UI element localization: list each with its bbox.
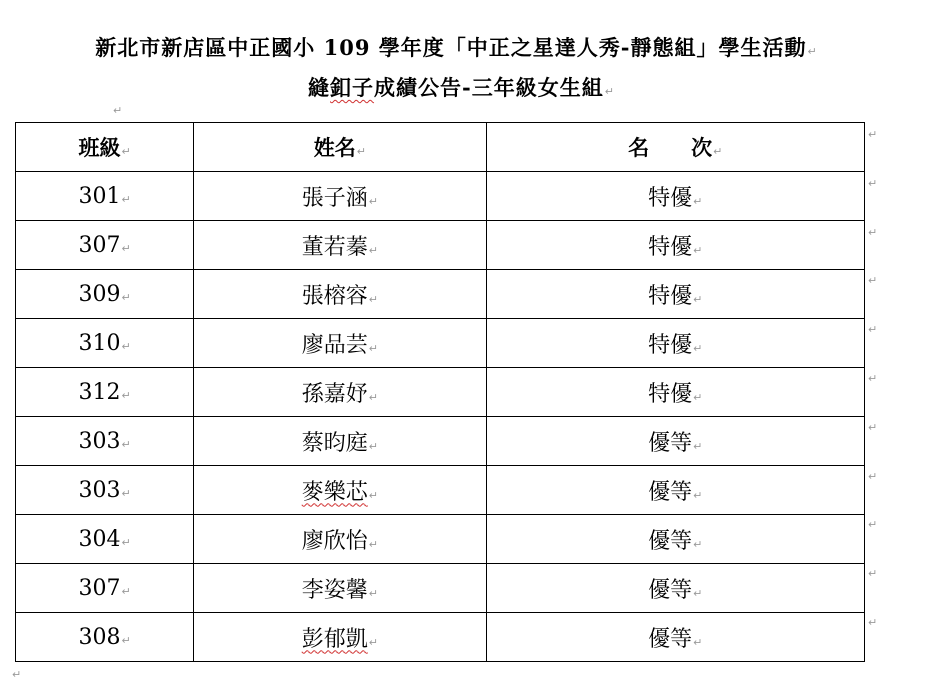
cell-class [16,221,194,270]
table-row [16,564,865,613]
paragraph-mark-icon: ↵ [693,488,703,502]
paragraph-mark-icon: ↵ [713,145,723,158]
paragraph-mark-icon: ↵ [121,339,131,353]
paragraph-mark-icon: ↵ [368,586,378,600]
cell-rank [486,466,864,515]
cell-rank-text: 特優 [648,234,693,260]
paragraph-mark-icon: ↵ [693,194,703,208]
cell-class [16,613,194,662]
cell-name-text: 麥樂芯 [301,479,368,505]
cell-name-text: 張子涵 [301,185,368,211]
cell-class [16,368,194,417]
cell-rank-text: 特優 [648,185,693,211]
paragraph-mark-icon: ↵ [121,192,131,206]
cell-rank-text: 優等 [648,479,693,505]
paragraph-mark-icon: ↵ [121,486,131,500]
paragraph-mark-icon: ↵ [693,586,703,600]
table-row [16,515,865,564]
paragraph-mark-icon: ↵ [693,292,703,306]
table-row [16,368,865,417]
table-row [16,319,865,368]
cell-name-text: 廖品芸 [301,332,368,358]
title-line-2-pre: 縫 [308,75,331,100]
title-line-1-text: 新北市新店區中正國小 109 學年度「中正之星達人秀-靜態組」學生活動 [95,35,807,60]
cell-name-text: 彭郁凱 [301,626,368,652]
cell-class-text: 307 [78,575,121,601]
paragraph-mark-icon: ↵ [693,635,703,649]
paragraph-mark-icon: ↵ [693,390,703,404]
paragraph-mark-icon: ↵ [693,439,703,453]
header-name-label: 姓名 [313,135,356,160]
paragraph-mark-icon: ↵ [368,439,378,453]
cell-name [194,270,486,319]
row-end-mark-icon: ↵ [868,323,878,337]
paragraph-mark-icon: ↵ [693,537,703,551]
cell-name [194,319,486,368]
row-end-mark-icon: ↵ [868,616,878,629]
paragraph-mark-icon: ↵ [121,290,131,304]
title-line-2-spellcheck-word: 釦子 [330,75,375,100]
cell-class-text: 308 [78,624,121,650]
cell-name [194,172,486,221]
row-end-mark-icon: ↵ [868,225,878,239]
cell-rank-text: 優等 [648,430,693,456]
row-end-mark-icon: ↵ [868,567,878,581]
cell-name [194,417,486,466]
cell-name-text: 董若蓁 [301,234,368,260]
header-rank-label: 名 次 [628,135,713,160]
paragraph-mark-icon: ↵ [12,668,22,681]
row-end-mark-icon: ↵ [868,372,878,385]
document-title-line-2 [0,72,928,102]
paragraph-mark-icon: ↵ [121,535,131,549]
cell-class [16,466,194,515]
row-end-mark-icon: ↵ [868,469,878,483]
paragraph-mark-icon: ↵ [693,243,703,257]
cell-name [194,613,486,662]
cell-rank-text: 優等 [648,528,693,554]
cell-rank [486,221,864,270]
cell-name-text: 廖欣怡 [301,528,368,554]
row-end-mark-icon: ↵ [868,176,878,190]
row-end-mark-icon: ↵ [868,128,878,141]
paragraph-mark-icon: ↵ [368,635,378,649]
document-title-line-1 [0,32,923,62]
cell-class-text: 310 [78,330,121,356]
paragraph-mark-icon: ↵ [356,145,366,158]
cell-class-text: 312 [78,379,121,405]
cell-name [194,515,486,564]
paragraph-mark-icon: ↵ [368,194,378,208]
header-rank [486,123,864,172]
cell-class-text: 309 [78,281,121,307]
cell-rank [486,270,864,319]
cell-class-text: 307 [78,232,121,258]
header-class [16,123,194,172]
paragraph-mark-icon: ↵ [121,145,131,158]
table-row [16,466,865,515]
paragraph-mark-icon: ↵ [121,241,131,255]
paragraph-mark-icon: ↵ [368,243,378,257]
paragraph-mark-icon: ↵ [121,633,131,647]
paragraph-mark-icon: ↵ [121,388,131,402]
paragraph-mark-icon: ↵ [368,292,378,306]
paragraph-mark-icon: ↵ [807,45,818,58]
cell-rank-text: 特優 [648,332,693,358]
table-row [16,172,865,221]
paragraph-mark-icon: ↵ [368,341,378,355]
header-class-label: 班級 [78,135,121,160]
cell-name [194,368,486,417]
paragraph-mark-icon: ↵ [121,437,131,451]
table-header-row [16,123,865,172]
results-table [15,122,865,662]
cell-rank [486,368,864,417]
row-end-mark-icon: ↵ [868,518,878,532]
cell-rank [486,172,864,221]
cell-class-text: 303 [78,477,121,503]
table-row [16,221,865,270]
cell-class [16,417,194,466]
title-line-2-post: 成績公告-三年級女生組 [374,75,604,100]
cell-name-text: 李姿馨 [301,577,368,603]
row-end-mark-icon: ↵ [868,274,878,288]
cell-class-text: 304 [78,526,121,552]
cell-name [194,466,486,515]
cell-class [16,270,194,319]
table-row [16,613,865,662]
cell-class [16,564,194,613]
cell-class [16,172,194,221]
paragraph-mark-icon: ↵ [121,584,131,598]
header-name [194,123,486,172]
paragraph-mark-icon: ↵ [368,390,378,404]
cell-class [16,319,194,368]
cell-name-text: 張榕容 [301,283,368,309]
cell-rank [486,564,864,613]
cell-class [16,515,194,564]
cell-name-text: 孫嘉妤 [301,381,368,407]
cell-rank-text: 優等 [648,577,693,603]
paragraph-mark-icon: ↵ [604,85,615,98]
cell-class-text: 303 [78,428,121,454]
row-end-mark-icon: ↵ [868,420,878,434]
cell-name [194,564,486,613]
paragraph-mark-icon: ↵ [368,537,378,551]
cell-name [194,221,486,270]
paragraph-mark-icon: ↵ [113,104,123,117]
cell-rank-text: 優等 [648,626,693,652]
cell-rank [486,417,864,466]
cell-name-text: 蔡昀庭 [301,430,368,456]
table-body [16,172,865,662]
cell-rank-text: 特優 [648,283,693,309]
cell-rank-text: 特優 [648,381,693,407]
cell-rank [486,613,864,662]
cell-class-text: 301 [78,183,121,209]
table-row [16,417,865,466]
cell-rank [486,319,864,368]
cell-rank [486,515,864,564]
paragraph-mark-icon: ↵ [693,341,703,355]
paragraph-mark-icon: ↵ [368,488,378,502]
table-row [16,270,865,319]
